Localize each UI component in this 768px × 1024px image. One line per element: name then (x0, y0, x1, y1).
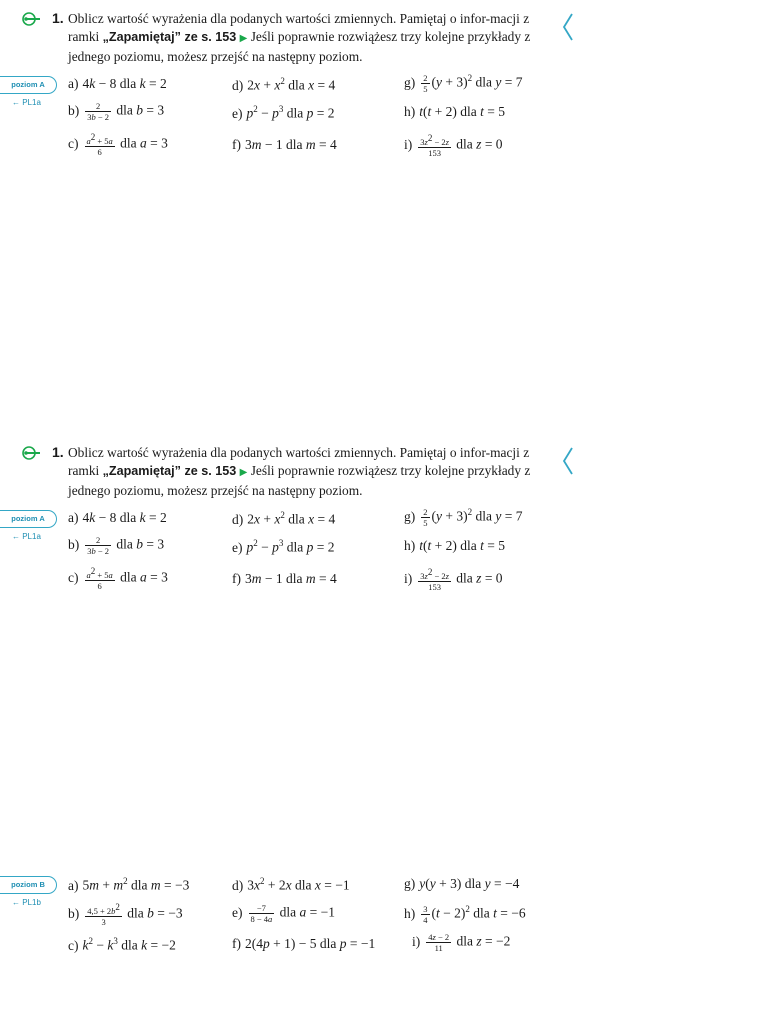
exercise-a: a) 4k − 8 dla k = 2 (68, 510, 167, 525)
exercise-e: e) $\frac{-7}{8 - 4a}$ dla a = −1 (232, 903, 336, 924)
exercise-b: b) $\frac{2}{3b - 2}$ dla b = 3 (68, 535, 165, 556)
exercise-h: h) t(t + 2) dla t = 5 (404, 538, 506, 553)
task-instruction (68, 444, 548, 500)
instruction-text-2: Jeśli poprawnie rozwiążesz trzy kolejne przykłady z jednego poziomu, możesz przejść na następny poziom. (68, 29, 531, 64)
exercise-a: a) $5m + m^2$ dla m = −3 (68, 876, 190, 893)
exercise-d: d) $2x + x^2$ dla x = 4 (232, 510, 336, 527)
task-number: 1. (52, 10, 64, 26)
key-icon (20, 12, 40, 26)
exercise-g: g) y(y + 3) dla y = −4 (404, 876, 520, 891)
level-badge: poziom A (0, 510, 57, 528)
exercise-i: i) $\frac{3z^2 - 2z}{153}$ dla z = 0 (404, 133, 503, 158)
exercise-b: b) $\frac{4,5 + 2b^2}{3}$ dla b = −3 (68, 902, 183, 927)
instruction-text: Oblicz wartość wyrażenia dla podanych wartości zmiennych. Pamiętaj o infor-macji z ramki (68, 11, 530, 44)
exercise-h: h) t(t + 2) dla t = 5 (404, 104, 506, 119)
arrow-right-icon: ▶ (239, 33, 248, 44)
key-icon (20, 446, 40, 460)
exercise-e: e) $p^2 - p^3$ dla p = 2 (232, 538, 335, 555)
arrow-right-icon: ▶ (239, 467, 248, 478)
exercise-g: g) $\frac{2}{5}$ $(y + 3)^2$ dla y = 7 (404, 507, 523, 528)
instruction-ref: „Zapamiętaj” ze s. 153 (102, 30, 237, 44)
exercise-f: f) 2(4p + 1) − 5 dla p = −1 (232, 936, 376, 951)
level-badge: poziom B (0, 876, 57, 894)
exercise-g: g) $\frac{2}{5}$ $(y + 3)^2$ dla y = 7 (404, 73, 523, 94)
exercise-h: h) $\frac{3}{4}$ $(t - 2)^2$ dla t = −6 (404, 904, 526, 925)
instruction-ref: „Zapamiętaj” ze s. 153 (102, 464, 237, 478)
level-link[interactable]: ← PL1a (12, 532, 41, 541)
exercise-a: a) 4k − 8 dla k = 2 (68, 76, 167, 91)
exercise-d: d) $3x^2 + 2x$ dla x = −1 (232, 876, 350, 893)
instruction-text-2: Jeśli poprawnie rozwiążesz trzy kolejne przykłady z jednego poziomu, możesz przejść na następny poziom. (68, 463, 531, 498)
exercise-c: c) $k^2 - k^3$ dla k = −2 (68, 936, 176, 953)
exercise-e: e) $p^2 - p^3$ dla p = 2 (232, 104, 335, 121)
exercise-f: f) 3m − 1 dla m = 4 (232, 571, 337, 586)
exercise-d: d) $2x + x^2$ dla x = 4 (232, 76, 336, 93)
instruction-text: Oblicz wartość wyrażenia dla podanych wartości zmiennych. Pamiętaj o infor-macji z ramki (68, 445, 530, 478)
level-link[interactable]: ← PL1a (12, 98, 41, 107)
level-badge: poziom A (0, 76, 57, 94)
exercise-c: c) $\frac{a^2 + 5a}{6}$ dla a = 3 (68, 566, 168, 591)
exercise-i: i) $\frac{4z - 2}{11}$ dla z = −2 (412, 932, 511, 953)
exercise-c: c) $\frac{a^2 + 5a}{6}$ dla a = 3 (68, 132, 168, 157)
bracket-icon (560, 446, 576, 476)
exercise-i: i) $\frac{3z^2 - 2z}{153}$ dla z = 0 (404, 567, 503, 592)
level-link[interactable]: ← PL1b (12, 898, 41, 907)
bracket-icon (560, 12, 576, 42)
task-number: 1. (52, 444, 64, 460)
exercise-b: b) $\frac{2}{3b - 2}$ dla b = 3 (68, 101, 165, 122)
exercise-f: f) 3m − 1 dla m = 4 (232, 137, 337, 152)
task-instruction (68, 10, 548, 66)
